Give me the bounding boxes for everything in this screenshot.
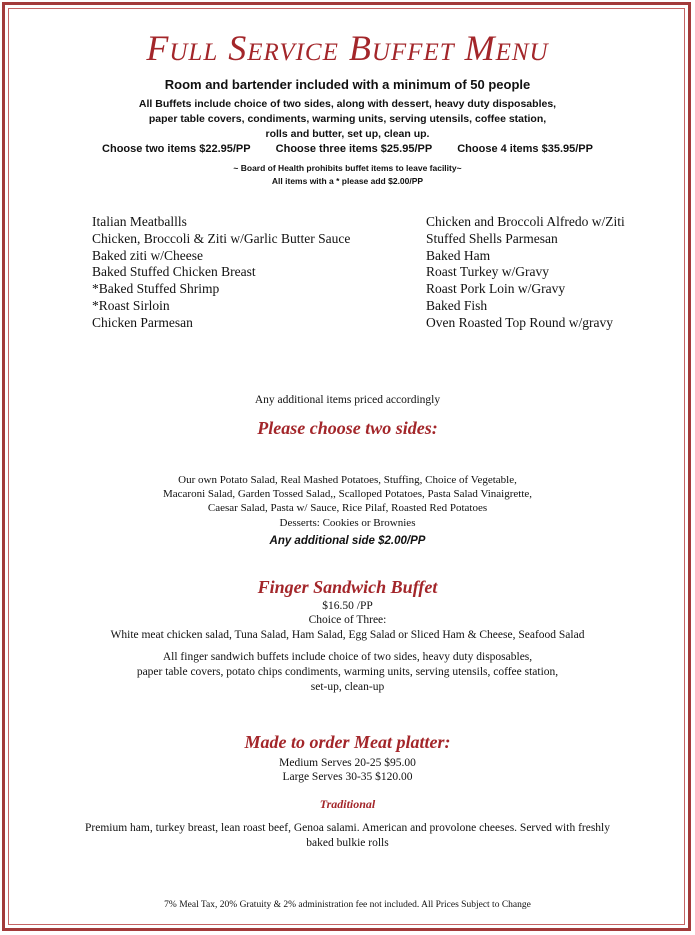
- price-four-items: Choose 4 items $35.95/PP: [457, 143, 593, 155]
- intro-line: rolls and butter, set up, clean up.: [265, 128, 430, 140]
- finger-sandwich-choice: Choice of Three:: [308, 614, 387, 626]
- traditional-label: Traditional: [319, 797, 376, 811]
- additional-side-price: Any additional side $2.00/PP: [269, 535, 426, 547]
- price-options: [0, 143, 695, 155]
- finger-sandwich-options: White meat chicken salad, Tuna Salad, Ham Salad, Egg Salad or Sliced Ham & Cheese, Seafood Salad: [110, 629, 585, 641]
- entree-item: Roast Pork Loin w/Gravy: [426, 281, 566, 297]
- traditional-description: Premium ham, turkey breast, lean roast beef, Genoa salami. American and provolone cheeses. Served with freshly: [85, 822, 610, 834]
- entree-item: Roast Turkey w/Gravy: [426, 264, 550, 280]
- entree-item: Stuffed Shells Parmesan: [426, 230, 558, 246]
- entree-item: *Baked Stuffed Shrimp: [92, 281, 220, 297]
- entree-item: Baked Fish: [426, 297, 488, 313]
- entree-item: Baked Stuffed Chicken Breast: [92, 264, 256, 280]
- meat-platter-heading: Made to order Meat platter:: [244, 732, 451, 752]
- entree-item: Italian Meatballls: [92, 214, 187, 229]
- footer-note: 7% Meal Tax, 20% Gratuity & 2% administration fee not included. All Prices Subject to Change: [164, 900, 531, 910]
- meat-platter-medium: Medium Serves 20-25 $95.00: [279, 757, 416, 769]
- intro-line: All Buffets include choice of two sides, along with dessert, heavy duty disposables,: [138, 98, 557, 110]
- entree-list-right: [426, 214, 625, 332]
- health-note: ~ Board of Health prohibits buffet items to leave facility~: [233, 163, 462, 173]
- sides-line: Caesar Salad, Pasta w/ Sauce, Rice Pilaf, Roasted Red Potatoes: [207, 502, 488, 514]
- finger-sandwich-price: $16.50 /PP: [322, 600, 373, 612]
- entree-item: Oven Roasted Top Round w/gravy: [426, 314, 614, 330]
- sides-heading: Please choose two sides:: [257, 418, 438, 438]
- price-two-items: Choose two items $22.95/PP: [102, 143, 251, 155]
- price-three-items: Choose three items $25.95/PP: [275, 143, 433, 155]
- traditional-description: baked bulkie rolls: [306, 837, 389, 849]
- additional-items-note: Any additional items priced accordingly: [254, 394, 441, 406]
- desserts-line: Desserts: Cookies or Brownies: [279, 517, 416, 529]
- entree-item: Chicken Parmesan: [92, 314, 193, 330]
- finger-sandwich-includes: All finger sandwich buffets include choice of two sides, heavy duty disposables,: [162, 651, 533, 663]
- intro-line: paper table covers, condiments, warming units, serving utensils, coffee station,: [148, 113, 547, 125]
- finger-sandwich-includes: set-up, clean-up: [310, 681, 385, 693]
- sides-line: Macaroni Salad, Garden Tossed Salad,, Scalloped Potatoes, Pasta Salad Vinaigrette,: [162, 488, 533, 500]
- entree-item: *Roast Sirloin: [92, 297, 170, 313]
- asterisk-note: All items with a * please add $2.00/PP: [271, 176, 424, 186]
- finger-sandwich-heading: Finger Sandwich Buffet: [257, 577, 438, 597]
- subtitle: Room and bartender included with a minimum of 50 people: [164, 77, 531, 92]
- finger-sandwich-includes: paper table covers, potato chips condiments, warming units, serving utensils, coffee station,: [136, 666, 559, 678]
- entree-item: Chicken, Broccoli & Ziti w/Garlic Butter Sauce: [92, 230, 351, 246]
- page-title: Full Service Buffet Menu: [146, 28, 549, 68]
- meat-platter-large: Large Serves 30-35 $120.00: [282, 771, 413, 783]
- entree-item: Baked ziti w/Cheese: [92, 247, 203, 263]
- entree-list-left: [92, 214, 350, 332]
- sides-line: Our own Potato Salad, Real Mashed Potatoes, Stuffing, Choice of Vegetable,: [178, 474, 517, 486]
- entree-item: Chicken and Broccoli Alfredo w/Ziti: [426, 214, 625, 229]
- entree-item: Baked Ham: [426, 247, 491, 263]
